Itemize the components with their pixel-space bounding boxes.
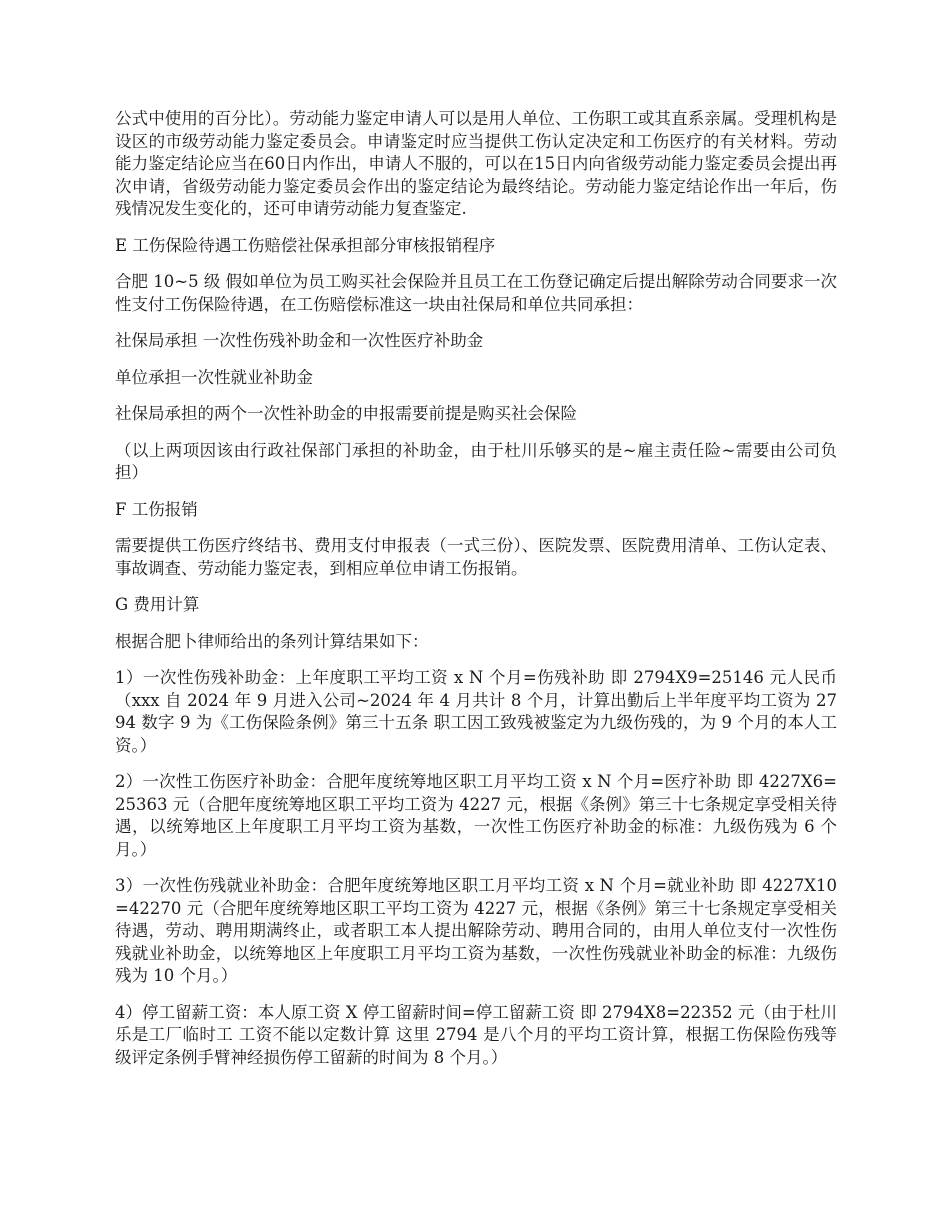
paragraph-hefei-shared-burden: 合肥 10~5 级 假如单位为员工购买社会保险并且员工在工伤登记确定后提出解除劳动合同要求一次性支付工伤保险待遇，在工伤赔偿标准这一块由社保局和单位共同承担： [115,272,837,314]
heading-section-e: E 工伤保险待遇工伤赔偿社保承担部分审核报销程序 [115,235,496,255]
paragraph-item-2-medical-subsidy: 2）一次性工伤医疗补助金：合肥年度统筹地区职工月平均工资 x N 个月=医疗补助 即 4227X6=25363 元（合肥年度统筹地区职工平均工资为 4227 元，根据《条例》第三十七条规定享受相关待遇，以统筹地区上年度职工月平均工资为基数，一次性工伤医疗补助金的标准：九级伤残为 6 个月。） [115,772,837,859]
paragraph-reimbursement-docs: 需要提供工伤医疗终结书、费用支付申报表（一式三份）、医院发票、医院费用清单、工伤认定表、事故调查、劳动能力鉴定表，到相应单位申请工伤报销。 [115,536,837,578]
heading-section-f: F 工伤报销 [115,499,198,519]
paragraph-insurance-prerequisite: 社保局承担的两个一次性补助金的申报需要前提是购买社会保险 [115,404,577,423]
paragraph-calculation-intro: 根据合肥卜律师给出的条列计算结果如下： [115,631,429,651]
paragraph-appraisal-procedure: 公式中使用的百分比）。劳动能力鉴定申请人可以是用人单位、工伤职工或其直系亲属。受理机构是设区的市级劳动能力鉴定委员会。申请鉴定时应当提供工伤认定决定和工伤医疗的有关材料。劳动能力鉴定结论应当在60日内作出，申请人不服的，可以在15日内向省级劳动能力鉴定委员会提出再次申请，省级劳动能力鉴定委员会作出的鉴定结论为最终结论。劳动能力鉴定结论作出一年后，伤残情况发生变化的，还可申请劳动能力复查鉴定. [115,109,837,218]
paragraph-item-4-suspension-wages: 4）停工留薪工资：本人原工资 X 停工留薪时间=停工留薪工资 即 2794X8=22352 元（由于杜川乐是工厂临时工 工资不能以定数计算 这里 2794 是八个月的平均工资计算，根据工伤保险伤残等级评定条例手臂神经损伤停工留薪的时间为 8 个月。） [115,1002,837,1067]
heading-section-g: G 费用计算 [115,595,200,614]
paragraph-company-burden-note: （以上两项因该由行政社保部门承担的补助金，由于杜川乐够买的是~雇主责任险~需要由公司负担） [115,440,837,482]
document-page [115,108,837,1083]
paragraph-social-security-bears: 社保局承担 一次性伤残补助金和一次性医疗补助金 [115,331,484,350]
paragraph-item-3-employment-subsidy: 3）一次性伤残就业补助金：合肥年度统筹地区职工月平均工资 x N 个月=就业补助 即 4227X10=42270 元（合肥年度统筹地区职工平均工资为 4227 元，根据《条例》第三十七条规定享受相关待遇，劳动、聘用期满终止，或者职工本人提出解除劳动、聘用合同的，由用人单位支付一次性伤残就业补助金，以统筹地区上年度职工月平均工资为基数，一次性伤残就业补助金的标准：九级伤残为 10 个月。） [115,876,837,985]
paragraph-item-1-disability-subsidy: 1）一次性伤残补助金：上年度职工平均工资 x N 个月=伤残补助 即 2794X9=25146 元人民币（xxx 自 2024 年 9 月进入公司~2024 年 4 月共计 8 个月，计算出勤后上半年度平均工资为 2794 数字 9 为《工伤保险条例》第三十五条 职工因工致残被鉴定为九级伤残的，为 9 个月的本人工资。） [115,668,837,755]
paragraph-employer-bears: 单位承担一次性就业补助金 [115,367,313,387]
